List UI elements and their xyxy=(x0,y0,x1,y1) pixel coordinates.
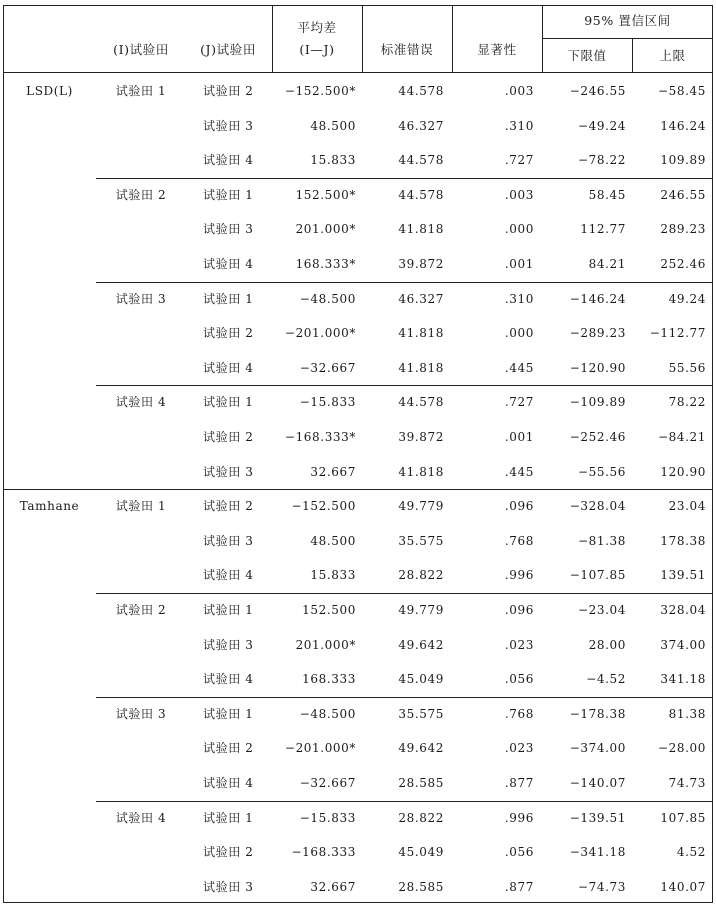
ci-upper-value: 78.22 xyxy=(668,395,706,410)
mean-diff-value: 201.000* xyxy=(295,222,356,237)
std-error-value: 41.818 xyxy=(398,360,444,375)
ci-upper-value: −58.45 xyxy=(657,84,706,98)
mean-diff-value: −48.500 xyxy=(299,706,356,721)
mean-diff-value: 48.500 xyxy=(310,118,356,133)
ci-upper-value: −84.21 xyxy=(657,430,706,444)
group-rule xyxy=(3,489,713,490)
j-field-label: 试验田 3 xyxy=(203,118,254,133)
mean-diff-value: 32.667 xyxy=(310,879,356,894)
std-error-value: 39.872 xyxy=(398,257,444,271)
i-field-label: 试验田 3 xyxy=(115,706,167,721)
ci-lower-value: −4.52 xyxy=(586,672,626,687)
ci-upper-value: 109.89 xyxy=(660,153,706,168)
ci-upper-value: 139.51 xyxy=(660,568,706,583)
std-error-value: 41.818 xyxy=(398,222,444,237)
sig-value: .096 xyxy=(504,499,534,514)
ci-lower-value: −146.24 xyxy=(569,291,626,306)
col-divider-md xyxy=(272,5,273,73)
mean-diff-value: −32.667 xyxy=(299,776,356,790)
mean-diff-value: 48.500 xyxy=(310,533,356,548)
std-error-value: 28.822 xyxy=(398,568,444,583)
ci-lower-value: −55.56 xyxy=(577,464,626,479)
sig-value: .996 xyxy=(504,810,534,825)
mean-diff-value: 201.000* xyxy=(295,637,356,652)
std-error-value: 41.818 xyxy=(398,326,444,341)
ci-lower-value: −81.38 xyxy=(577,533,626,548)
j-field-label: 试验田 1 xyxy=(203,810,254,825)
sig-value: .310 xyxy=(504,118,534,133)
j-field-label: 试验田 1 xyxy=(203,603,254,617)
j-field-label: 试验田 4 xyxy=(203,360,254,375)
header-std-error: 标准错误 xyxy=(380,42,434,57)
header-bottom-rule xyxy=(3,72,713,73)
header-significance: 显著性 xyxy=(477,42,517,57)
ci-lower-value: −139.51 xyxy=(569,810,626,825)
sig-value: .023 xyxy=(504,741,534,756)
j-field-label: 试验田 1 xyxy=(203,291,254,306)
ci-lower-value: −23.04 xyxy=(577,603,626,617)
ci-lower-value: −74.73 xyxy=(577,879,626,894)
mean-diff-value: −168.333 xyxy=(291,845,356,860)
i-field-label: 试验田 1 xyxy=(115,499,167,514)
ci-upper-value: 341.18 xyxy=(660,672,706,687)
mean-diff-value: −152.500* xyxy=(284,84,356,98)
mean-diff-value: 152.500 xyxy=(302,603,356,617)
table-border xyxy=(3,5,713,903)
ci-lower-value: −374.00 xyxy=(569,741,626,756)
ci-upper-value: 252.46 xyxy=(660,257,706,271)
j-field-label: 试验田 3 xyxy=(203,533,254,548)
ci-upper-value: 246.55 xyxy=(660,187,706,202)
ci-upper-value: 23.04 xyxy=(668,499,706,514)
i-field-label: 试验田 4 xyxy=(115,810,167,825)
std-error-value: 46.327 xyxy=(398,118,444,133)
sig-value: .056 xyxy=(504,672,534,687)
j-field-label: 试验田 2 xyxy=(203,430,254,444)
ci-upper-value: −28.00 xyxy=(657,741,706,756)
sig-value: .096 xyxy=(504,603,534,617)
std-error-value: 35.575 xyxy=(398,533,444,548)
j-field-label: 试验田 4 xyxy=(203,257,254,271)
sig-value: .445 xyxy=(504,464,534,479)
ci-upper-value: 178.38 xyxy=(660,533,706,548)
sig-value: .001 xyxy=(504,257,534,271)
ci-upper-value: 328.04 xyxy=(660,603,706,617)
ci-sub-rule xyxy=(542,38,713,39)
sig-value: .056 xyxy=(504,845,534,860)
j-field-label: 试验田 2 xyxy=(203,326,254,341)
mean-diff-value: −15.833 xyxy=(299,395,356,410)
sig-value: .877 xyxy=(504,776,534,790)
j-field-label: 试验田 4 xyxy=(203,776,254,790)
ci-lower-value: 58.45 xyxy=(588,187,626,202)
ci-lower-value: −328.04 xyxy=(569,499,626,514)
std-error-value: 44.578 xyxy=(398,153,444,168)
i-field-label: 试验田 2 xyxy=(115,603,167,617)
std-error-value: 41.818 xyxy=(398,464,444,479)
mean-diff-value: −201.000* xyxy=(284,741,356,756)
ci-upper-value: 120.90 xyxy=(660,464,706,479)
ci-upper-value: 374.00 xyxy=(660,637,706,652)
std-error-value: 28.822 xyxy=(398,810,444,825)
sig-value: .003 xyxy=(504,187,534,202)
j-field-label: 试验田 4 xyxy=(203,568,254,583)
ci-lower-value: −289.23 xyxy=(569,326,626,341)
j-field-label: 试验田 4 xyxy=(203,672,254,687)
std-error-value: 49.779 xyxy=(398,499,444,514)
sig-value: .000 xyxy=(504,222,534,237)
header-j-field: (J)试验田 xyxy=(200,42,256,57)
ci-upper-value: 74.73 xyxy=(668,776,706,790)
header-lower: 下限值 xyxy=(567,48,607,63)
std-error-value: 44.578 xyxy=(398,84,444,98)
ci-upper-value: 289.23 xyxy=(660,222,706,237)
j-field-label: 试验田 1 xyxy=(203,706,254,721)
block-rule xyxy=(96,385,713,386)
ci-lower-value: −120.90 xyxy=(569,360,626,375)
ci-upper-value: 4.52 xyxy=(676,845,706,860)
sig-value: .727 xyxy=(504,153,534,168)
ci-upper-value: 81.38 xyxy=(668,706,706,721)
sig-value: .000 xyxy=(504,326,534,341)
mean-diff-value: −32.667 xyxy=(299,360,356,375)
mean-diff-value: 152.500* xyxy=(295,187,356,202)
method-label: Tamhane xyxy=(19,499,80,514)
mean-diff-value: 168.333 xyxy=(302,672,356,687)
ci-lower-value: 28.00 xyxy=(588,637,626,652)
header-mean-diff: 平均差 xyxy=(297,20,337,35)
std-error-value: 35.575 xyxy=(398,706,444,721)
std-error-value: 39.872 xyxy=(398,430,444,444)
sig-value: .003 xyxy=(504,84,534,98)
sig-value: .023 xyxy=(504,637,534,652)
j-field-label: 试验田 3 xyxy=(203,637,254,652)
j-field-label: 试验田 1 xyxy=(203,395,254,410)
sig-value: .445 xyxy=(504,360,534,375)
mean-diff-value: −168.333* xyxy=(284,430,356,444)
j-field-label: 试验田 2 xyxy=(203,845,254,860)
ci-upper-value: −112.77 xyxy=(649,326,706,341)
std-error-value: 44.578 xyxy=(398,187,444,202)
mean-diff-value: 15.833 xyxy=(310,153,356,168)
std-error-value: 45.049 xyxy=(398,672,444,687)
j-field-label: 试验田 2 xyxy=(203,499,254,514)
i-field-label: 试验田 3 xyxy=(115,291,167,306)
mean-diff-value: 168.333* xyxy=(295,257,356,271)
ci-upper-value: 55.56 xyxy=(668,360,706,375)
sig-value: .877 xyxy=(504,879,534,894)
ci-lower-value: −78.22 xyxy=(577,153,626,168)
mean-diff-value: 15.833 xyxy=(310,568,356,583)
std-error-value: 28.585 xyxy=(398,879,444,894)
ci-lower-value: −341.18 xyxy=(569,845,626,860)
sig-value: .768 xyxy=(504,533,534,548)
ci-lower-value: −140.07 xyxy=(569,776,626,790)
header-mean-diff-sub: (I—J) xyxy=(299,42,335,57)
ci-lower-value: −246.55 xyxy=(569,84,626,98)
block-rule xyxy=(96,178,713,179)
mean-diff-value: −152.500 xyxy=(291,499,356,514)
sig-value: .310 xyxy=(504,291,534,306)
std-error-value: 45.049 xyxy=(398,845,444,860)
ci-lower-value: −107.85 xyxy=(569,568,626,583)
col-divider-sig xyxy=(452,5,453,73)
header-i-field: (I)试验田 xyxy=(113,42,169,57)
std-error-value: 46.327 xyxy=(398,291,444,306)
ci-upper-value: 140.07 xyxy=(660,879,706,894)
ci-lower-value: 112.77 xyxy=(580,222,626,237)
ci-upper-value: 49.24 xyxy=(668,291,706,306)
ci-lower-value: −109.89 xyxy=(569,395,626,410)
header-ci-title: 95% 置信区间 xyxy=(584,13,671,28)
ci-lower-value: −178.38 xyxy=(569,706,626,721)
j-field-label: 试验田 3 xyxy=(203,879,254,894)
std-error-value: 49.642 xyxy=(398,637,444,652)
sig-value: .996 xyxy=(504,568,534,583)
ci-lower-value: −49.24 xyxy=(577,118,626,133)
header-upper: 上限 xyxy=(659,48,686,63)
mean-diff-value: 32.667 xyxy=(310,464,356,479)
ci-upper-value: 146.24 xyxy=(660,118,706,133)
i-field-label: 试验田 2 xyxy=(115,187,167,202)
col-divider-se xyxy=(362,5,363,73)
i-field-label: 试验田 4 xyxy=(115,395,167,410)
block-rule xyxy=(96,282,713,283)
sig-value: .001 xyxy=(504,430,534,444)
j-field-label: 试验田 1 xyxy=(203,187,254,202)
block-rule xyxy=(96,593,713,594)
std-error-value: 49.779 xyxy=(398,603,444,617)
std-error-value: 44.578 xyxy=(398,395,444,410)
mean-diff-value: −15.833 xyxy=(299,810,356,825)
std-error-value: 49.642 xyxy=(398,741,444,756)
j-field-label: 试验田 2 xyxy=(203,84,254,98)
ci-lower-value: −252.46 xyxy=(569,430,626,444)
block-rule xyxy=(96,801,713,802)
sig-value: .727 xyxy=(504,395,534,410)
sig-value: .768 xyxy=(504,706,534,721)
ci-lower-value: 84.21 xyxy=(588,257,626,271)
j-field-label: 试验田 4 xyxy=(203,153,254,168)
ci-upper-value: 107.85 xyxy=(660,810,706,825)
i-field-label: 试验田 1 xyxy=(115,84,167,98)
std-error-value: 28.585 xyxy=(398,776,444,790)
j-field-label: 试验田 3 xyxy=(203,464,254,479)
mean-diff-value: −201.000* xyxy=(284,326,356,341)
method-label: LSD(L) xyxy=(26,84,73,98)
j-field-label: 试验田 2 xyxy=(203,741,254,756)
block-rule xyxy=(96,697,713,698)
mean-diff-value: −48.500 xyxy=(299,291,356,306)
j-field-label: 试验田 3 xyxy=(203,222,254,237)
